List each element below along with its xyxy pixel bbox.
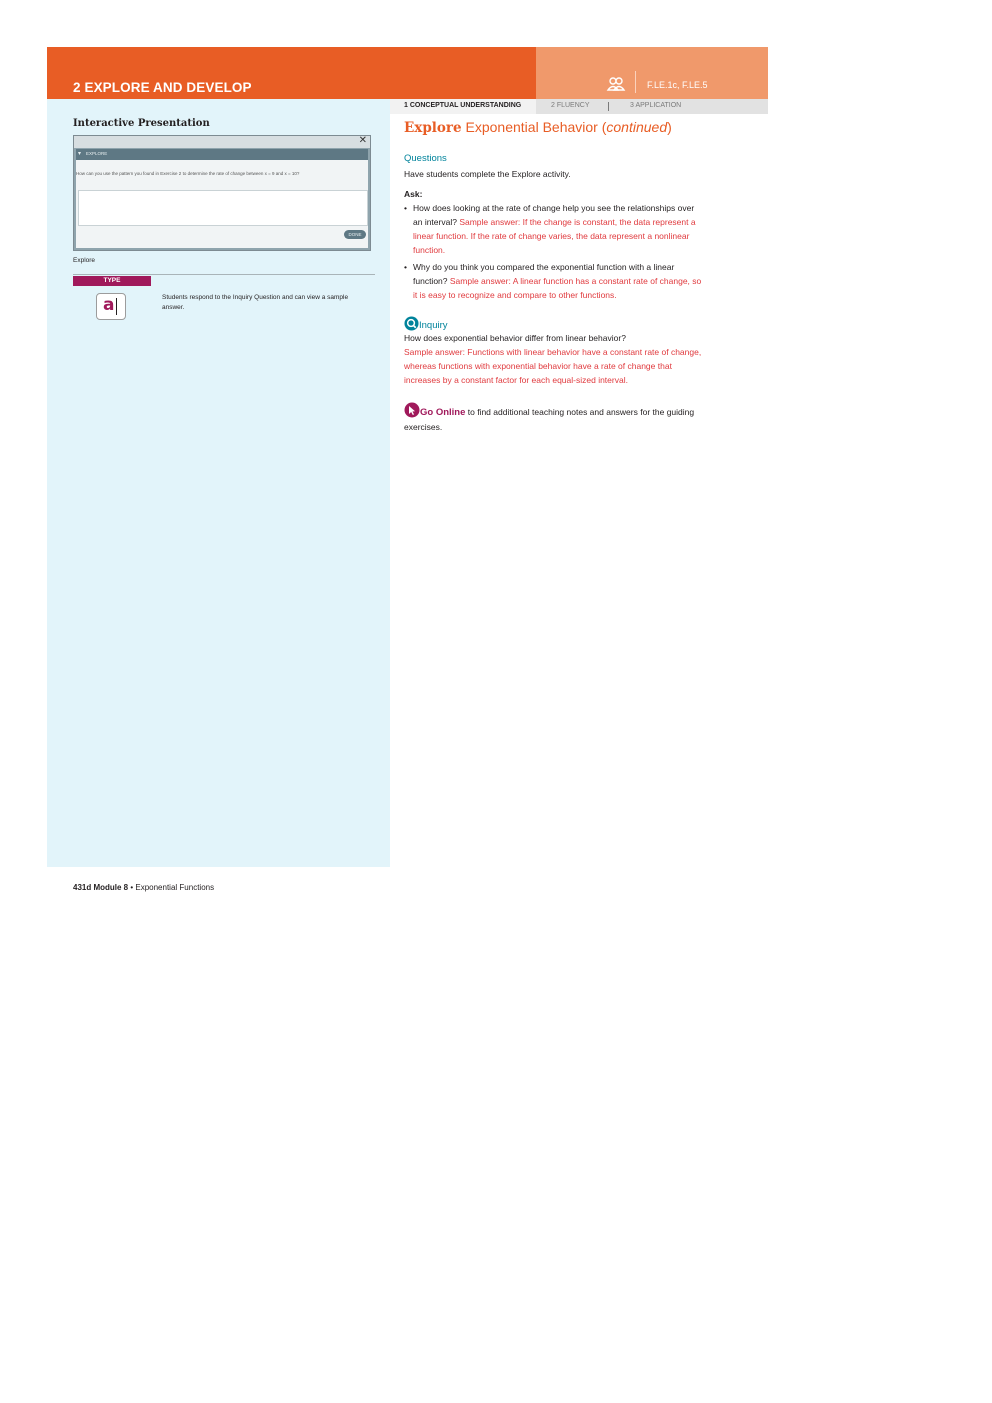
thumbnail-done-button: DONE [344,230,366,239]
ask-bullet [404,260,704,302]
footer-separator: • [128,883,136,892]
thumbnail-answer-box [78,190,368,226]
thumbnail-caption: Explore [73,257,96,264]
type-badge: TYPE [73,276,151,286]
tab-conceptual-understanding [390,99,536,114]
bullet-text [413,260,703,302]
bullet-answer: Sample answer: If the change is constant, the data represent a linear function. If the rate of change varies, the data represent a nonlinear function. [413,217,696,255]
go-online-text: to find additional teaching notes and answers for the guiding exercises. [404,407,695,432]
page-number: 431d [73,883,92,892]
module-label: Module 8 [91,883,129,892]
bullet-dot: • [404,203,407,213]
questions-text: Have students complete the Explore activity. [404,169,571,179]
left-panel [47,99,390,867]
bullet-dot: • [404,262,407,272]
type-icon [96,293,126,320]
inquiry-label: Inquiry [419,320,448,331]
heading-close: ) [667,119,672,135]
presentation-thumbnail [73,135,371,251]
go-online-note [404,402,704,434]
standards-header [536,47,768,99]
section-header [47,47,536,99]
heading-continued: continued [606,119,668,135]
standards-label: F.LE.1c, F.LE.5 [647,80,708,90]
go-online-link[interactable]: Go Online [420,407,466,418]
caption-rule [73,274,375,275]
explore-heading [404,118,704,137]
ask-label: Ask: [404,189,423,199]
lesson-tabs [390,99,768,114]
bullet-answer: Sample answer: A linear function has a constant rate of change, so it is easy to recognize and compare to other functions. [413,276,702,300]
ask-bullet [404,201,704,257]
type-icon-letter: a [103,295,115,315]
tab-divider [608,102,609,111]
thumbnail-bar-label: EXPLORE [86,151,108,156]
heading-rest: Exponential Behavior ( [461,119,607,135]
type-description: Students respond to the Inquiry Question and can view a sample answer. [162,294,349,311]
inquiry-question: How does exponential behavior differ from linear behavior? [404,333,626,343]
chevron-down-icon: ▾ [78,151,82,157]
close-icon: ✕ [358,135,367,146]
inquiry-answer: Sample answer: Functions with linear behavior have a constant rate of change, whereas functions with exponential behavior have a rate of change that increases by a constant factor for each equal-sized interval. [404,347,702,385]
thumbnail-topbar [74,136,370,148]
tab-fluency: 2 FLUENCY [551,102,590,109]
thumbnail-content [76,160,368,248]
section-title: 2 EXPLORE AND DEVELOP [73,80,252,95]
bullet-text [413,201,703,257]
thumbnail-section-bar [76,149,368,160]
module-title: Exponential Functions [135,883,215,892]
bullet-question: Why do you think you compared the exponential function with a linear function? [413,262,675,286]
cursor-click-icon [404,402,420,418]
page-footer [73,883,214,892]
heading-explore: Explore [404,120,462,136]
thumbnail-question: How can you use the pattern you found in Exercise 2 to determine the rate of change between x = 9 and x = 10? [76,171,300,176]
questions-heading: Questions [404,153,447,164]
text-cursor-icon [116,298,117,315]
bullet-question: How does looking at the rate of change help you see the relationships over an interval? [413,203,695,227]
tab-application: 3 APPLICATION [630,102,682,109]
inquiry-icon [404,316,419,331]
tab-label: 1 CONCEPTUAL UNDERSTANDING [404,102,522,109]
group-icon [606,74,626,94]
panel-title: Interactive Presentation [73,118,210,129]
header-divider [635,71,636,93]
